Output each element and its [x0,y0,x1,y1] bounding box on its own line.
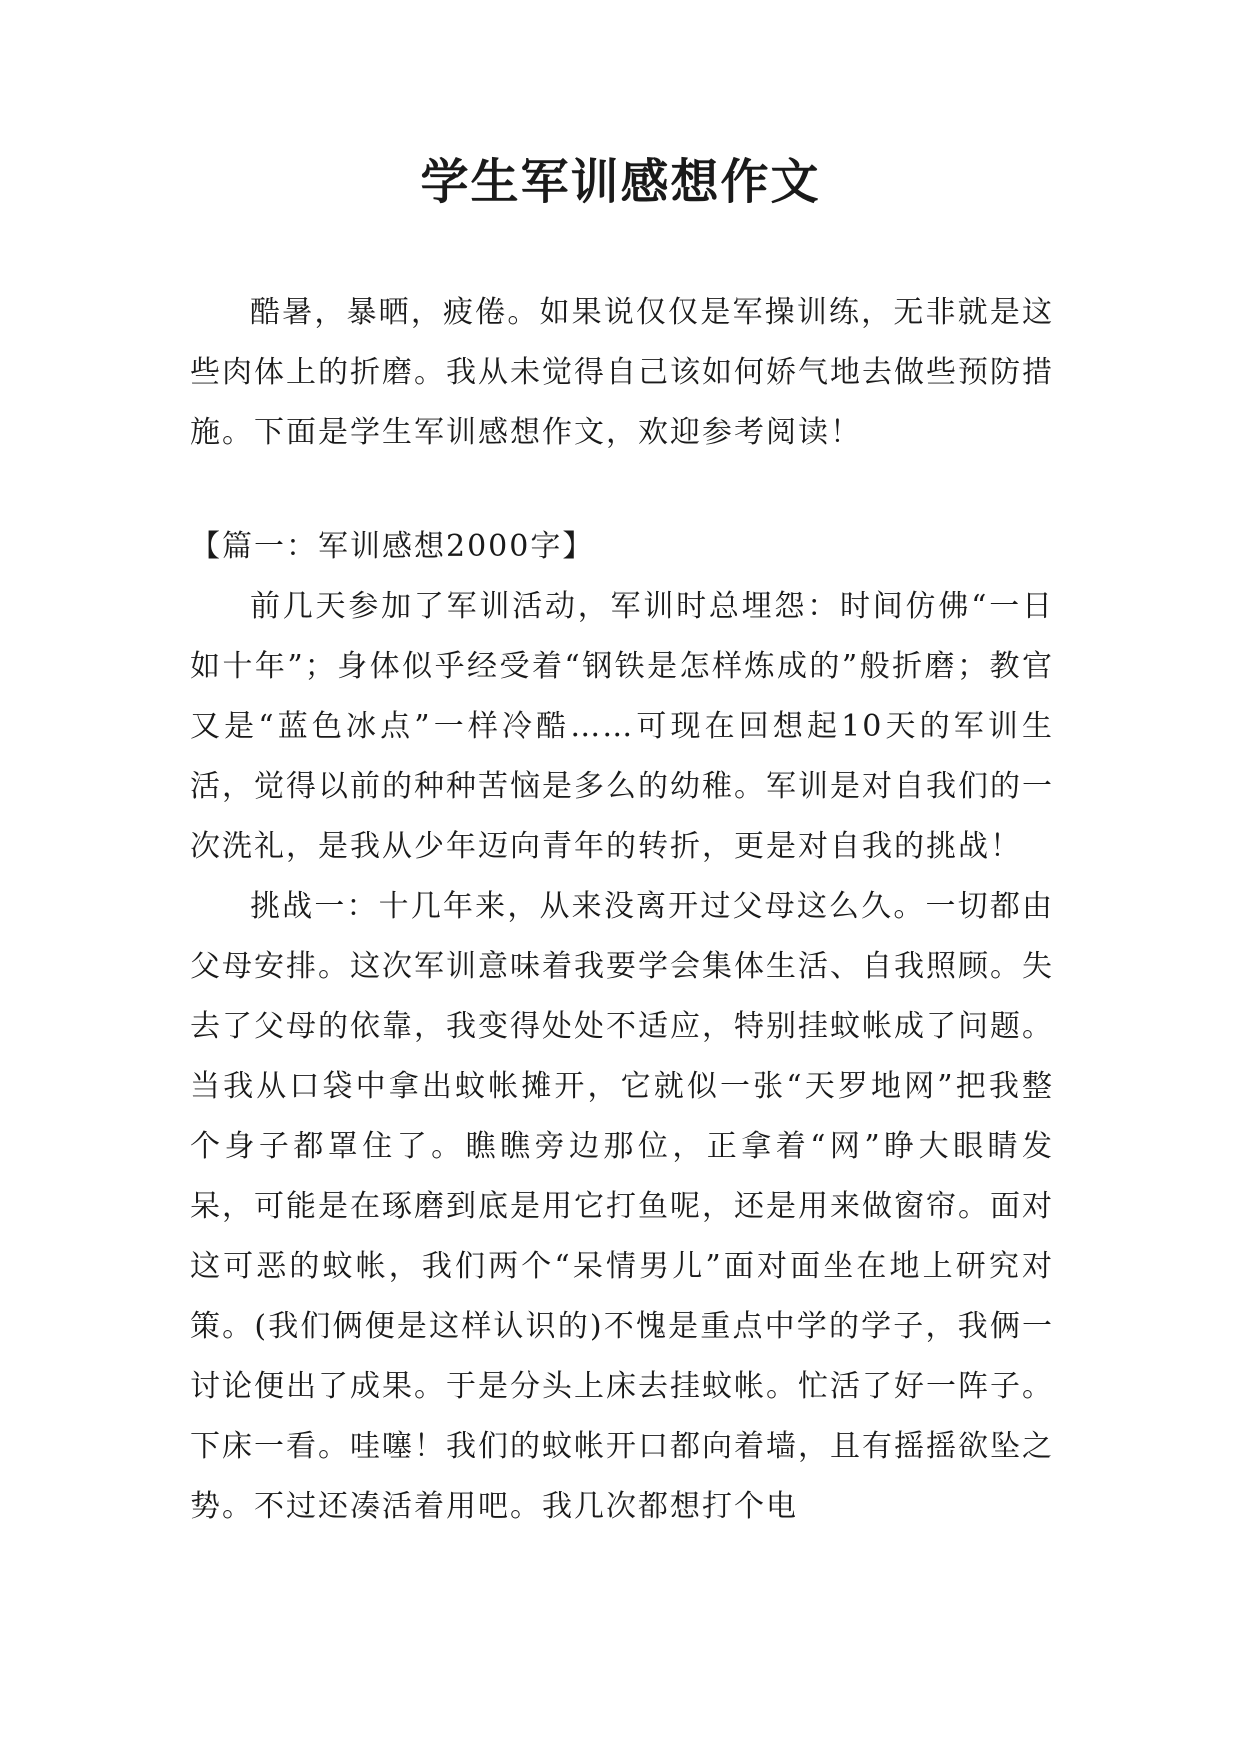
section-one [190,517,1054,1537]
body-paragraph: 前几天参加了军训活动，军训时总埋怨：时间仿佛“一日如十年”；身体似乎经受着“钢铁是怎样炼成的”般折磨；教官又是“蓝色冰点”一样冷酷……可现在回想起10天的军训生活，觉得以前的种种苦恼是多么的幼稚。军训是对自我们的一次洗礼，是我从少年迈向青年的转折，更是对自我的挑战！ [190,589,1054,864]
intro-block [190,283,1054,463]
document-title: 学生军训感想作文 [420,154,821,210]
intro-paragraph: 酷暑，暴晒，疲倦。如果说仅仅是军操训练，无非就是这些肉体上的折磨。我从未觉得自己该如何娇气地去做些预防措施。下面是学生军训感想作文，欢迎参考阅读！ [190,295,1054,450]
section-heading: 【篇一：军训感想2000字】 [190,529,595,564]
body-paragraph: 挑战一：十几年来，从来没离开过父母这么久。一切都由父母安排。这次军训意味着我要学会集体生活、自我照顾。失去了父母的依靠，我变得处处不适应，特别挂蚊帐成了问题。当我从口袋中拿出蚊帐摊开，它就似一张“天罗地网”把我整个身子都罩住了。瞧瞧旁边那位，正拿着“网”睁大眼睛发呆，可能是在琢磨到底是用它打鱼呢，还是用来做窗帘。面对这可恶的蚊帐，我们两个“呆情男儿”面对面坐在地上研究对策。(我们俩便是这样认识的)不愧是重点中学的学子，我俩一讨论便出了成果。于是分头上床去挂蚊帐。忙活了好一阵子。下床一看。哇噻！我们的蚊帐开口都向着墙，且有摇摇欲坠之势。不过还凑活着用吧。我几次都想打个电 [190,889,1054,1524]
